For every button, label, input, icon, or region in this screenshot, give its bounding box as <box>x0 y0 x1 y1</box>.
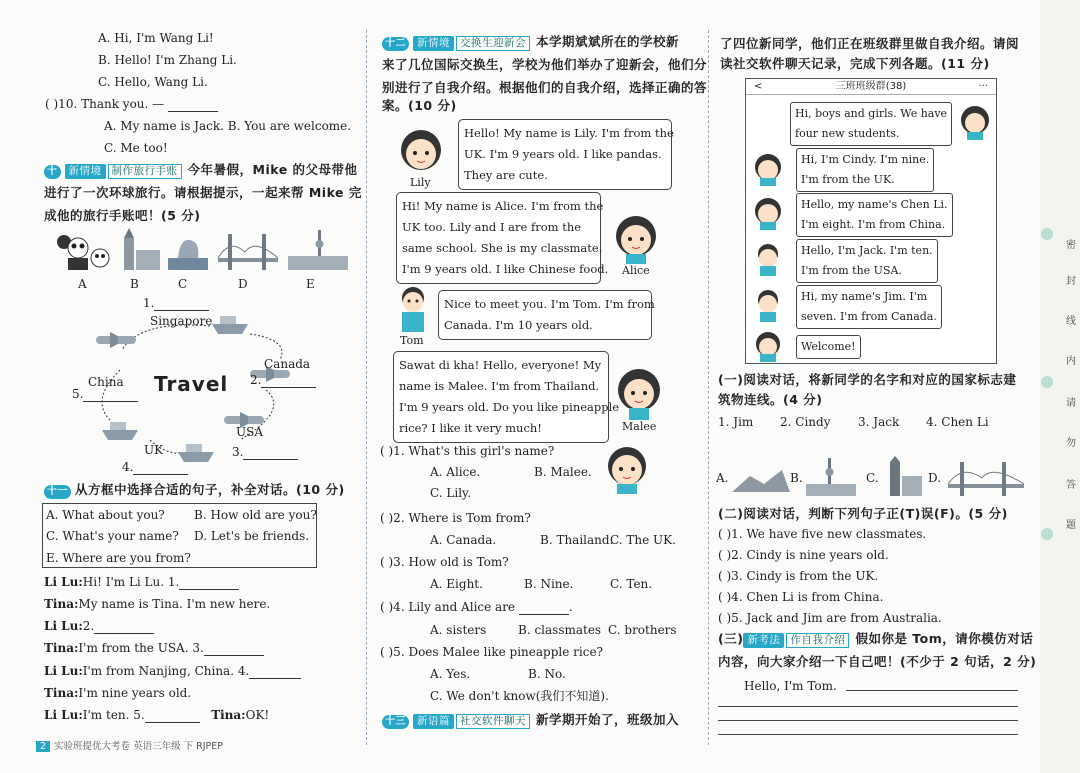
tf-item-3: ( )3. Cindy is from the UK. <box>718 569 879 583</box>
section-10-header <box>44 162 358 179</box>
tf-item-5: ( )5. Jack and Jim are from Australia. <box>718 611 942 625</box>
chat-line: Hello, I'm Jack. I'm ten. <box>801 244 933 257</box>
more-icon[interactable]: ··· <box>978 81 988 92</box>
box-option-c: C. What's your name? <box>46 529 179 543</box>
lily-speech-bubble <box>458 119 672 190</box>
tom-avatar <box>394 284 432 334</box>
section-subtag: 制作旅行手账 <box>108 164 182 179</box>
great-wall-picture <box>732 470 790 492</box>
section-subtag: 作自我介绍 <box>786 633 849 648</box>
q2-option-c: C. The UK. <box>610 533 676 547</box>
dialog-line <box>44 596 270 612</box>
merlion-picture <box>168 240 208 270</box>
bubble-line: They are cute. <box>464 168 548 182</box>
footer-text: 实验班提优大考卷 英语三年级 下 RJPEP <box>54 741 223 752</box>
chat-line: Hi, I'm Cindy. I'm nine. <box>801 153 930 166</box>
bubble-line: I'm 9 years old. I like Chinese food. <box>402 262 609 276</box>
stop-2-label <box>250 372 316 388</box>
chat-header <box>746 79 996 95</box>
stop-1-number: 1. <box>143 296 155 310</box>
part3-header <box>718 631 1033 648</box>
section-text: 今年暑假，Mike 的父母带他 <box>187 162 358 177</box>
speaker: Li Lu: <box>44 708 83 722</box>
dialog-line <box>44 618 154 634</box>
answer-blank[interactable] <box>94 633 154 634</box>
name-cindy: 2. Cindy <box>780 415 831 429</box>
chat-line: I'm from the USA. <box>801 264 902 277</box>
q5: ( )5. Does Malee like pineapple rice? <box>380 645 603 659</box>
travel-title: Travel <box>154 372 229 396</box>
pic-letter-b: B <box>130 277 139 291</box>
bld-letter-b: B. <box>790 471 803 485</box>
line-text: My name is Tina. I'm new here. <box>78 597 271 611</box>
margin-char: 封 <box>1066 276 1076 287</box>
chat-line: four new students. <box>795 127 900 140</box>
q3-option-a: A. Eight. <box>430 577 483 591</box>
writing-line[interactable] <box>846 690 1018 691</box>
cn-tower-building-picture <box>806 458 856 496</box>
stop-3-label <box>232 444 298 460</box>
section-tag: 新情境 <box>413 36 454 51</box>
name-chen-li: 4. Chen Li <box>926 415 989 429</box>
bubble-line: same school. She is my classmate. <box>402 241 603 255</box>
bubble-line: I'm 9 years old. Do you like pineapple <box>399 400 620 414</box>
stop-3-number: 3. <box>232 445 244 459</box>
bubble-line: Sawat di kha! Hello, everyone! My <box>399 358 602 372</box>
tom-speech-bubble <box>438 290 655 340</box>
line-text: I'm from the USA. 3. <box>78 641 204 655</box>
section-10-line3: 成他的旅行手账吧！(5 分) <box>44 208 201 223</box>
speaker: Li Lu: <box>44 619 83 633</box>
chat-message-welcome <box>796 335 861 359</box>
section-13-line2: 了四位新同学，他们正在班级群里做自我介绍。请阅 <box>720 36 1020 51</box>
jack-avatar <box>752 242 784 276</box>
margin-dot <box>1041 528 1053 540</box>
margin-char: 答 <box>1066 480 1076 491</box>
stop-2-number: 2. <box>250 373 262 387</box>
footer <box>36 738 223 752</box>
pic-letter-e: E <box>306 277 315 291</box>
q3-option-b: B. Nine. <box>524 577 574 591</box>
big-ben-building-picture <box>890 456 922 496</box>
alice-avatar <box>612 212 660 264</box>
section-11-header <box>44 482 345 499</box>
margin-char: 题 <box>1066 520 1076 531</box>
dialog-line <box>44 685 191 701</box>
q4: ( )4. Lily and Alice are . <box>380 600 573 614</box>
big-ben-picture <box>124 228 160 270</box>
q5-option-c: C. We don't know(我们不知道). <box>430 689 609 703</box>
section-13-header <box>382 712 679 729</box>
part1-title-line1: (一)阅读对话，将新同学的名字和对应的国家标志建 <box>718 372 1017 387</box>
section-subtag: 社交软件聊天 <box>456 714 530 729</box>
plane-icon-1 <box>96 332 136 348</box>
section-12-header <box>382 34 679 51</box>
box-option-e: E. Where are you from? <box>46 551 191 565</box>
q3-option-c: C. Ten. <box>610 577 653 591</box>
q2-option-b: B. Thailand. <box>540 533 614 547</box>
writing-line[interactable] <box>718 734 1018 735</box>
margin-char: 内 <box>1066 356 1076 367</box>
chat-message-jim <box>796 285 942 329</box>
part3-text: 假如你是 Tom，请你模仿对话 <box>855 631 1034 646</box>
q3: ( )3. How old is Tom? <box>380 555 509 569</box>
dialog-line <box>44 663 301 679</box>
speaker: Tina: <box>44 686 79 700</box>
answer-blank[interactable] <box>179 589 239 590</box>
margin-dot <box>1041 228 1053 240</box>
writing-line[interactable] <box>718 706 1018 707</box>
part1-title-line2: 筑物连线。(4 分) <box>718 392 823 407</box>
chat-line: Welcome! <box>801 340 856 353</box>
ship-icon-1 <box>212 316 248 334</box>
tom-name: Tom <box>400 334 424 347</box>
bld-letter-d: D. <box>928 471 942 485</box>
bubble-line: UK too. Lily and I are from the <box>402 220 582 234</box>
section-text: 本学期斌斌所在的学校新 <box>536 34 680 49</box>
speaker: Tina: <box>44 597 79 611</box>
q1-option-c: C. Lily. <box>430 486 472 500</box>
golden-gate-picture <box>218 234 278 270</box>
malee-avatar <box>614 366 664 420</box>
q10-option-c: C. Me too! <box>104 141 168 155</box>
line-text: I'm from Nanjing, China. 4. <box>82 664 250 678</box>
line-text: Hi! I'm Li Lu. 1. <box>82 575 180 589</box>
q1: ( )1. What's this girl's name? <box>380 444 555 458</box>
q4-option-c: C. brothers <box>608 623 677 637</box>
box-option-d: D. Let's be friends. <box>194 529 310 543</box>
bubble-line: name is Malee. I'm from Thailand. <box>399 379 600 393</box>
stop-4-label <box>122 459 188 475</box>
option-c: C. Hello, Wang Li. <box>98 75 208 89</box>
pandas-picture <box>57 235 109 270</box>
line-text: 2. <box>82 619 95 633</box>
stop-4-blank[interactable] <box>133 474 188 475</box>
stop-5-number: 5. <box>72 387 84 401</box>
speaker: Tina: <box>44 641 79 655</box>
section-tag: 新考法 <box>743 633 784 648</box>
name-jack: 3. Jack <box>858 415 900 429</box>
part3-label: (三) <box>718 631 744 646</box>
lily-name: Lily <box>410 176 431 189</box>
section-tag: 新情境 <box>65 164 106 179</box>
part3-line2: 内容，向大家介绍一下自己吧！(不少于 2 句话，2 分) <box>718 654 1037 669</box>
q10-number <box>45 96 218 112</box>
malee-name: Malee <box>622 420 657 433</box>
pic-letter-c: C <box>178 277 188 291</box>
stop-3-blank[interactable] <box>243 459 298 460</box>
section-12-line4: 案。(10 分) <box>382 98 457 113</box>
chat-line: Hi, my name's Jim. I'm <box>801 290 928 303</box>
column-divider <box>708 30 709 745</box>
q1-option-b: B. Malee. <box>534 465 592 479</box>
bubble-line: rice? I like it very much! <box>399 421 542 435</box>
lily-avatar <box>398 126 444 176</box>
stop-2-blank[interactable] <box>261 387 316 388</box>
cn-tower-picture <box>288 230 348 270</box>
section-number: 十 <box>44 165 61 179</box>
section-10-line2: 进行了一次环球旅行。请根据提示，一起来帮 Mike 完 <box>44 185 362 200</box>
speaker: Tina: <box>211 708 246 722</box>
section-tag: 新语篇 <box>413 714 454 729</box>
box-option-a: A. What about you? <box>46 508 165 522</box>
q5-option-a: A. Yes. <box>430 667 471 681</box>
q4-text: ( )4. Lily and Alice are <box>380 600 516 614</box>
column-divider <box>366 30 367 745</box>
chat-line: I'm eight. I'm from China. <box>801 218 946 231</box>
section-12-line3: 别进行了自我介绍。根据他们的自我介绍，选择正确的答 <box>382 80 708 95</box>
section-text: 新学期开始了，班级加入 <box>536 712 680 727</box>
golden-gate-building-picture <box>948 462 1024 496</box>
answer-blank[interactable] <box>145 722 200 723</box>
tf-item-4: ( )4. Chen Li is from China. <box>718 590 884 604</box>
buildings-pictures <box>730 456 1026 500</box>
line-text: I'm nine years old. <box>78 686 192 700</box>
chat-line: seven. I'm from Canada. <box>801 310 937 323</box>
bubble-line: Nice to meet you. I'm Tom. I'm from <box>444 297 655 311</box>
chat-message-teacher <box>790 102 952 146</box>
chat-line: Hello, my name's Chen Li. <box>801 198 948 211</box>
stop-5-blank[interactable] <box>83 401 138 402</box>
chen-li-avatar <box>752 196 784 230</box>
ship-icon-2 <box>102 422 138 440</box>
q10-text: Thank you. — <box>81 97 165 111</box>
chat-title: 三班班级群(38) <box>835 81 907 92</box>
section-number: 十三 <box>382 715 409 729</box>
china-label: China <box>88 375 124 389</box>
q2-option-a: A. Canada. <box>430 533 497 547</box>
cindy-avatar <box>752 152 784 186</box>
q10-blank[interactable] <box>168 111 218 112</box>
malee-speech-bubble <box>393 351 620 443</box>
q5-option-b: B. No. <box>528 667 566 681</box>
bubble-line: Hi! My name is Alice. I'm from the <box>402 199 604 213</box>
chat-message-cindy <box>796 148 934 192</box>
tf-item-1: ( )1. We have five new classmates. <box>718 527 927 541</box>
chat-message-chen-li <box>796 193 953 237</box>
girl-avatar <box>604 444 650 494</box>
bld-letter-a: A. <box>716 471 729 485</box>
chat-message-jack <box>796 239 938 283</box>
q10-paren: ( )10. <box>45 97 78 111</box>
margin-dot <box>1041 376 1053 388</box>
chat-line: I'm from the UK. <box>801 173 895 186</box>
q10-options-ab: A. My name is Jack. B. You are welcome. <box>104 119 352 133</box>
section-title: 从方框中选择合适的句子，补全对话。(10 分) <box>75 482 345 497</box>
alice-speech-bubble <box>396 192 609 284</box>
line-text: I'm ten. 5. <box>82 708 145 722</box>
option-b: B. Hello! I'm Zhang Li. <box>98 53 237 67</box>
dialog-line <box>44 640 264 656</box>
q2: ( )2. Where is Tom from? <box>380 511 531 525</box>
welcome-avatar <box>752 330 784 362</box>
bubble-line: Canada. I'm 10 years old. <box>444 318 593 332</box>
name-jim: 1. Jim <box>718 415 754 429</box>
margin-char: 线 <box>1066 316 1076 327</box>
teacher-avatar <box>958 104 992 140</box>
page-number: 2 <box>36 741 50 752</box>
answer-blank[interactable] <box>204 655 264 656</box>
q4-option-b: B. classmates <box>518 623 602 637</box>
stop-5-label <box>72 386 138 402</box>
bld-letter-c: C. <box>866 471 879 485</box>
bubble-line: UK. I'm 9 years old. I like pandas. <box>464 147 662 161</box>
section-12-line2: 来了几位国际交换生，学校为他们举办了迎新会，他们分 <box>382 57 708 72</box>
dialog-line <box>44 707 269 723</box>
stop-1-blank[interactable] <box>154 310 209 311</box>
q1-option-a: A. Alice. <box>430 465 481 479</box>
part2-title: (二)阅读对话，判断下列句子正(T)误(F)。(5 分) <box>718 506 1008 521</box>
pic-letter-d: D <box>238 277 248 291</box>
landmark-pictures <box>50 228 350 274</box>
bubble-line: Hello! My name is Lily. I'm from the <box>464 126 674 140</box>
line-text: OK! <box>245 708 270 722</box>
back-icon[interactable]: < <box>754 81 763 92</box>
section-13-line3: 读社交软件聊天记录，完成下列各题。(11 分) <box>720 56 990 71</box>
section-number: 十二 <box>382 37 409 51</box>
chat-line: Hi, boys and girls. We have <box>795 107 948 120</box>
uk-label: UK <box>144 443 164 457</box>
margin-char: 请 <box>1066 398 1076 409</box>
box-option-b: B. How old are you? <box>194 508 317 522</box>
dialog-line <box>44 574 239 590</box>
option-a: A. Hi, I'm Wang Li! <box>98 31 214 45</box>
pic-letter-a: A <box>78 277 87 291</box>
usa-label: USA <box>236 425 263 439</box>
speaker: Li Lu: <box>44 575 83 589</box>
part3-start: Hello, I'm Tom. <box>744 679 837 693</box>
q4-option-a: A. sisters <box>430 623 487 637</box>
alice-name: Alice <box>622 264 650 277</box>
stop-1-label <box>143 295 209 311</box>
writing-line[interactable] <box>718 720 1018 721</box>
canada-label: Canada <box>264 357 311 371</box>
margin-char: 勿 <box>1066 438 1076 449</box>
singapore-label: Singapore <box>150 314 213 328</box>
q4-blank[interactable] <box>519 614 569 615</box>
speaker: Li Lu: <box>44 664 83 678</box>
tf-item-2: ( )2. Cindy is nine years old. <box>718 548 889 562</box>
jim-avatar <box>752 288 784 322</box>
stop-4-number: 4. <box>122 460 134 474</box>
section-subtag: 交换生迎新会 <box>456 36 530 51</box>
answer-blank[interactable] <box>249 678 301 679</box>
section-number: 十一 <box>44 485 71 499</box>
margin-char: 密 <box>1066 240 1076 251</box>
